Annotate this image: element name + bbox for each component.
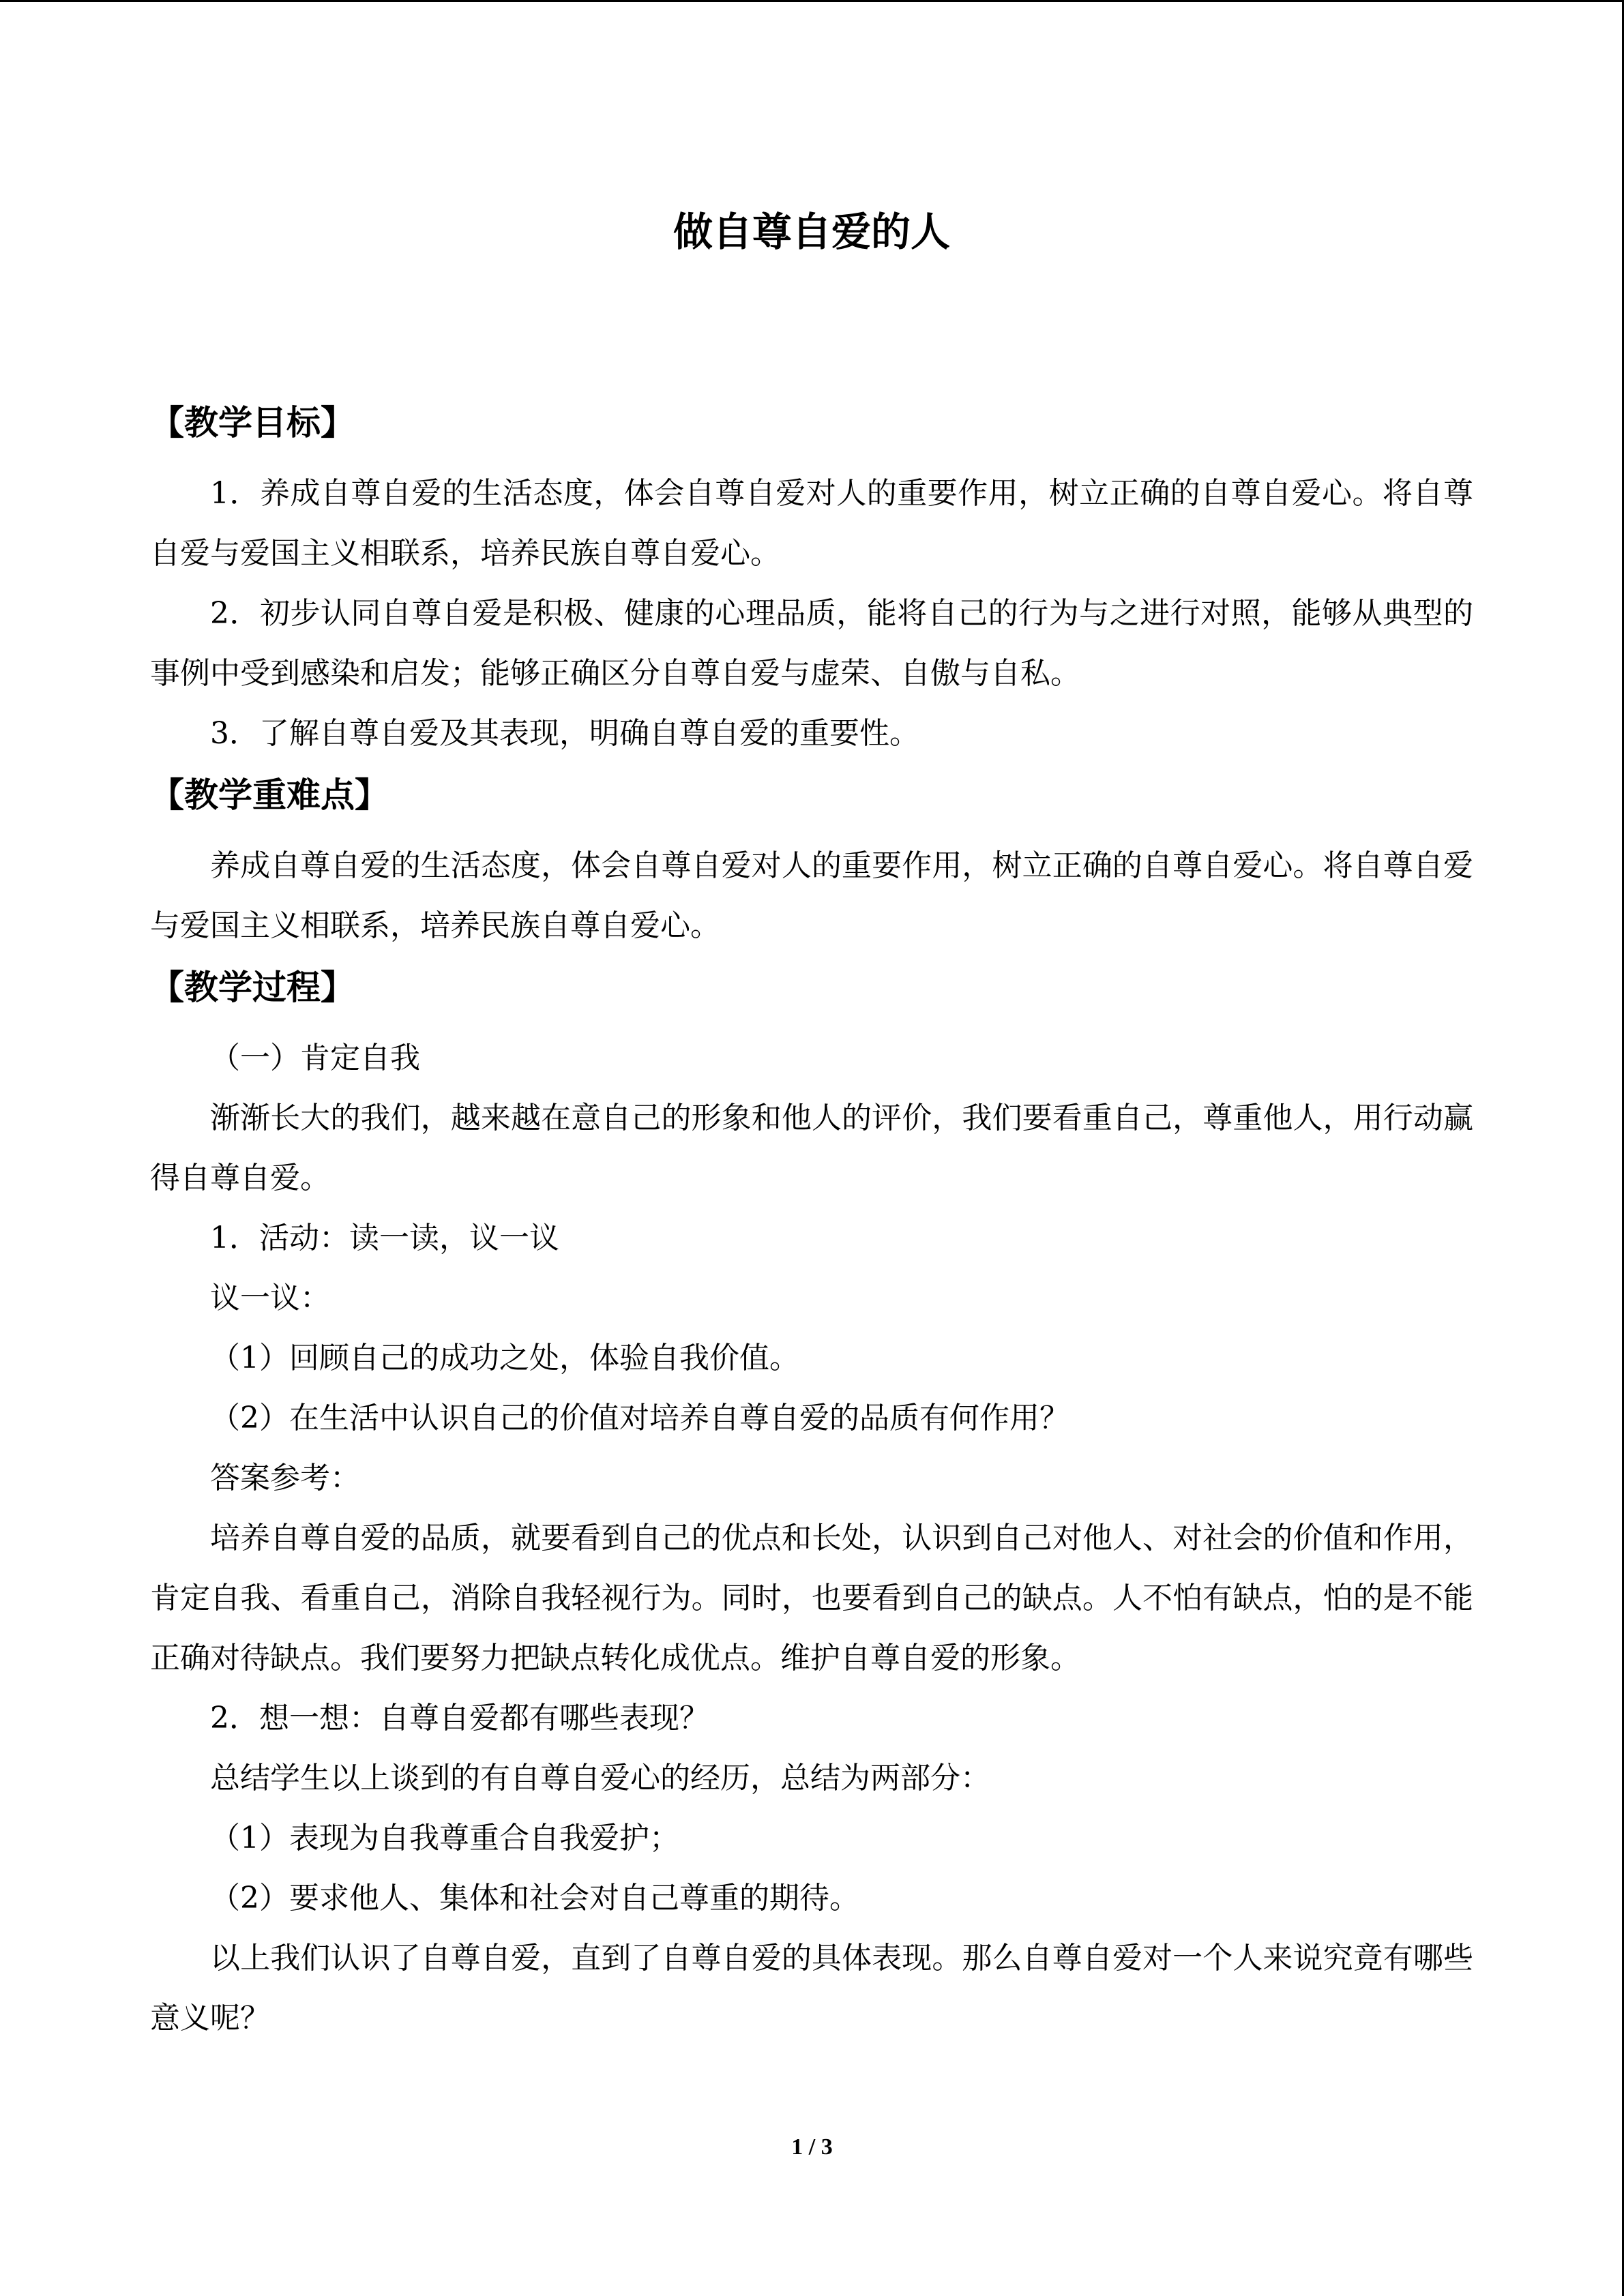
page-top-border <box>0 0 1624 2</box>
process-paragraph-5: （1）回顾自己的成功之处，体验自我价值。 <box>210 1341 799 1375</box>
process-paragraph-9: 2．想一想：自尊自爱都有哪些表现？ <box>210 1701 709 1735</box>
document-body <box>150 205 1473 2048</box>
objective-paragraph-3: 3．了解自尊自爱及其表现，明确自尊自爱的重要性。 <box>210 716 919 751</box>
process-paragraph-13: 以上我们认识了自尊自爱，直到了自尊自爱的具体表现。那么自尊自爱对一个人来说究竟有哪些意义呢？ <box>150 1941 1473 2036</box>
process-paragraph-11: （1）表现为自我尊重合自我爱护； <box>210 1821 679 1855</box>
section-heading-objectives: 【教学目标】 <box>150 403 355 443</box>
process-paragraph-3: 1．活动：读一读，议一议 <box>210 1221 559 1255</box>
objective-paragraph-1: 1．养成自尊自爱的生活态度，体会自尊自爱对人的重要作用，树立正确的自尊自爱心。将自尊自爱与爱国主义相联系，培养民族自尊自爱心。 <box>150 476 1473 571</box>
process-paragraph-2: 渐渐长大的我们，越来越在意自己的形象和他人的评价，我们要看重自己，尊重他人，用行动赢得自尊自爱。 <box>150 1101 1473 1195</box>
key-points-paragraph: 养成自尊自爱的生活态度，体会自尊自爱对人的重要作用，树立正确的自尊自爱心。将自尊自爱与爱国主义相联系，培养民族自尊自爱心。 <box>150 848 1473 943</box>
process-paragraph-12: （2）要求他人、集体和社会对自己尊重的期待。 <box>210 1881 859 1915</box>
objective-paragraph-2: 2．初步认同自尊自爱是积极、健康的心理品质，能将自己的行为与之进行对照，能够从典型的事例中受到感染和启发；能够正确区分自尊自爱与虚荣、自傲与自私。 <box>150 596 1473 691</box>
section-heading-key-points: 【教学重难点】 <box>150 775 389 815</box>
process-paragraph-10: 总结学生以上谈到的有自尊自爱心的经历，总结为两部分： <box>210 1761 990 1795</box>
page-number: 1 / 3 <box>791 2134 833 2160</box>
document-title: 做自尊自爱的人 <box>673 209 950 255</box>
process-paragraph-4: 议一议： <box>210 1281 330 1315</box>
process-paragraph-1: （一）肯定自我 <box>210 1041 420 1075</box>
section-heading-process: 【教学过程】 <box>150 968 355 1007</box>
process-paragraph-6: （2）在生活中认识自己的价值对培养自尊自爱的品质有何作用？ <box>210 1401 1069 1435</box>
process-paragraph-8: 培养自尊自爱的品质，就要看到自己的优点和长处，认识到自己对他人、对社会的价值和作用，肯定自我、看重自己，消除自我轻视行为。同时，也要看到自己的缺点。人不怕有缺点，怕的是不能正确对待缺点。我们要努力把缺点转化成优点。维护自尊自爱的形象。 <box>150 1521 1473 1675</box>
process-paragraph-7: 答案参考： <box>210 1461 360 1495</box>
